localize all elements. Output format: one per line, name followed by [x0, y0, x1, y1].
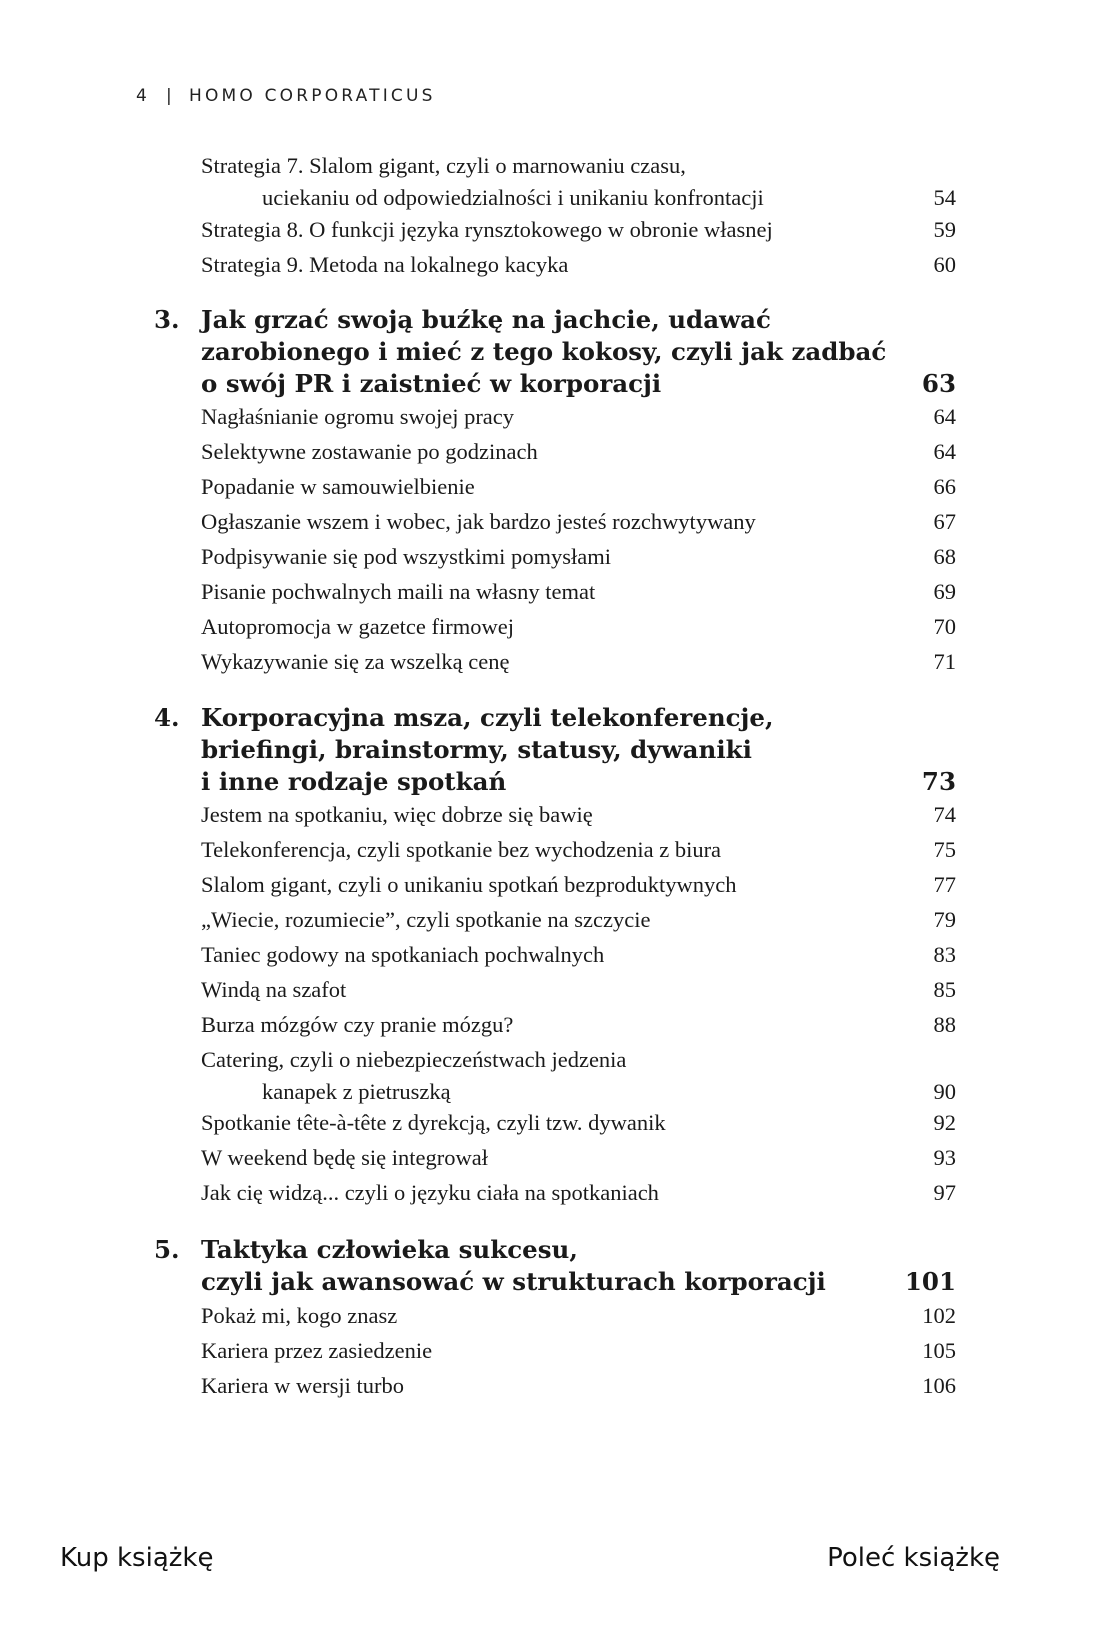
toc-entry-page: 79: [933, 907, 956, 932]
chapter-page: 101: [904, 1267, 956, 1296]
header-separator: |: [166, 86, 175, 106]
toc-entry[interactable]: [201, 1370, 956, 1402]
toc-entry-title: „Wiecie, rozumiecie”, czyli spotkanie na szczycie: [201, 907, 651, 932]
toc-entry[interactable]: [201, 869, 956, 901]
toc-entry-title: Selektywne zostawanie po godzinach: [201, 439, 538, 464]
toc-entry-title: Popadanie w samouwielbienie: [201, 474, 475, 499]
toc-entry-title: Strategia 8. O funkcji języka rynsztokowego w obronie własnej: [201, 217, 773, 242]
toc-entry-title: Nagłaśnianie ogromu swojej pracy: [201, 404, 515, 429]
chapter-page: 73: [921, 767, 956, 796]
toc-entry-page: 74: [933, 802, 956, 827]
toc-entry[interactable]: [201, 1142, 956, 1174]
toc-entry[interactable]: [201, 1335, 956, 1367]
toc-entry-title: Telekonferencja, czyli spotkanie bez wychodzenia z biura: [201, 837, 722, 862]
toc-entry-page: 93: [933, 1145, 956, 1170]
toc-entry[interactable]: [201, 1107, 956, 1139]
toc-entry[interactable]: [201, 436, 956, 468]
toc-entry-page: 102: [922, 1303, 956, 1328]
toc-entry-page: 66: [933, 474, 956, 499]
toc-entry[interactable]: [201, 834, 956, 866]
toc-entry-page: 77: [933, 872, 956, 897]
toc-entry[interactable]: [201, 646, 956, 678]
toc-entry-title: Spotkanie tête-à-tête z dyrekcją, czyli tzw. dywanik: [201, 1110, 666, 1135]
toc-entry[interactable]: [201, 974, 956, 1006]
toc-entry-title: Strategia 7. Slalom gigant, czyli o marnowaniu czasu,: [201, 153, 686, 178]
toc-entry-title-cont: kanapek z pietruszką: [262, 1079, 451, 1104]
toc-entry[interactable]: [201, 1177, 956, 1209]
toc-entry-title-cont: uciekaniu od odpowiedzialności i unikaniu konfrontacji: [262, 185, 764, 210]
page-number: 4: [136, 86, 151, 106]
toc-entry[interactable]: [201, 471, 956, 503]
toc-entry-page: 88: [933, 1012, 956, 1037]
toc-entry-page: 64: [933, 439, 956, 464]
chapter-title-line: briefingi, brainstormy, statusy, dywaniki: [201, 735, 752, 764]
toc-entry-page: 69: [933, 579, 956, 604]
toc-entry-page: 92: [933, 1110, 956, 1135]
toc-entry-page: 71: [933, 649, 956, 674]
buy-book-link[interactable]: Kup książkę: [60, 1543, 214, 1573]
toc-entry-title: Kariera przez zasiedzenie: [201, 1338, 433, 1363]
toc-entry[interactable]: [201, 150, 956, 214]
toc-entry[interactable]: [201, 214, 956, 246]
toc-entry-page: 75: [933, 837, 956, 862]
toc-entry-title: Slalom gigant, czyli o unikaniu spotkań bezproduktywnych: [201, 872, 737, 897]
toc-entry-title: Jak cię widzą... czyli o języku ciała na spotkaniach: [201, 1180, 659, 1205]
toc-entry[interactable]: [201, 1044, 956, 1108]
book-title: HOMO CORPORATICUS: [188, 86, 436, 106]
chapter-title-line: zarobionego i mieć z tego kokosy, czyli jak zadbać: [201, 337, 887, 366]
toc-entry-page: 70: [933, 614, 956, 639]
toc-entry-title: Pokaż mi, kogo znasz: [201, 1303, 398, 1328]
toc-entry-title: Wykazywanie się za wszelką cenę: [201, 649, 510, 674]
toc-entry-page: 60: [933, 252, 956, 277]
toc-entry[interactable]: [201, 611, 956, 643]
toc-entry-page: 105: [922, 1338, 956, 1363]
chapter-page: 63: [921, 369, 956, 398]
toc-entry-title: Autopromocja w gazetce firmowej: [201, 614, 515, 639]
toc-entry[interactable]: [201, 939, 956, 971]
toc-entry-title: W weekend będę się integrował: [201, 1145, 488, 1170]
toc-entry[interactable]: [201, 1009, 956, 1041]
toc-entry-page: 90: [933, 1079, 956, 1104]
chapter-number: 3.: [154, 305, 180, 334]
recommend-book-link[interactable]: Poleć książkę: [827, 1543, 1000, 1573]
chapter-title-line: o swój PR i zaistnieć w korporacji: [201, 369, 662, 398]
toc-entry-page: 106: [922, 1373, 956, 1398]
toc-entry-page: 67: [933, 509, 956, 534]
toc-entry[interactable]: [201, 904, 956, 936]
toc-entry-title: Strategia 9. Metoda na lokalnego kacyka: [201, 252, 569, 277]
chapter-heading[interactable]: [154, 304, 956, 400]
toc-entry-title: Windą na szafot: [201, 977, 347, 1002]
toc-entry-title: Burza mózgów czy pranie mózgu?: [201, 1012, 514, 1037]
running-head: [136, 86, 436, 106]
chapter-number: 5.: [154, 1235, 180, 1264]
chapter-heading[interactable]: [154, 702, 956, 798]
toc-entry-page: 64: [933, 404, 956, 429]
chapter-title-line: i inne rodzaje spotkań: [201, 767, 507, 796]
toc-entry[interactable]: [201, 541, 956, 573]
toc-entry-page: 68: [933, 544, 956, 569]
toc-entry-title: Pisanie pochwalnych maili na własny temat: [201, 579, 596, 604]
toc-entry[interactable]: [201, 506, 956, 538]
toc-entry[interactable]: [201, 799, 956, 831]
toc-entry-title: Kariera w wersji turbo: [201, 1373, 405, 1398]
toc-entry[interactable]: [201, 576, 956, 608]
toc-entry[interactable]: [201, 401, 956, 433]
chapter-title-line: Taktyka człowieka sukcesu,: [201, 1235, 578, 1264]
chapter-number: 4.: [154, 703, 180, 732]
toc-entry-title: Ogłaszanie wszem i wobec, jak bardzo jesteś rozchwytywany: [201, 509, 756, 534]
chapter-title-line: Korporacyjna msza, czyli telekonferencje,: [201, 703, 774, 732]
toc-entry[interactable]: [201, 1300, 956, 1332]
chapter-heading[interactable]: [154, 1234, 956, 1298]
toc-entry-page: 97: [933, 1180, 956, 1205]
toc-entry-page: 59: [933, 217, 956, 242]
toc-entry-title: Podpisywanie się pod wszystkimi pomysłami: [201, 544, 611, 569]
toc-entry-page: 85: [933, 977, 956, 1002]
chapter-title-line: czyli jak awansować w strukturach korporacji: [201, 1267, 826, 1296]
toc-entry-title: Taniec godowy na spotkaniach pochwalnych: [201, 942, 605, 967]
toc-entry-page: 83: [933, 942, 956, 967]
toc-entry-title: Catering, czyli o niebezpieczeństwach jedzenia: [201, 1047, 627, 1072]
toc-entry[interactable]: [201, 249, 956, 281]
chapter-title-line: Jak grzać swoją buźkę na jachcie, udawać: [201, 305, 771, 334]
toc-entry-page: 54: [933, 185, 956, 210]
toc-entry-title: Jestem na spotkaniu, więc dobrze się bawię: [201, 802, 593, 827]
